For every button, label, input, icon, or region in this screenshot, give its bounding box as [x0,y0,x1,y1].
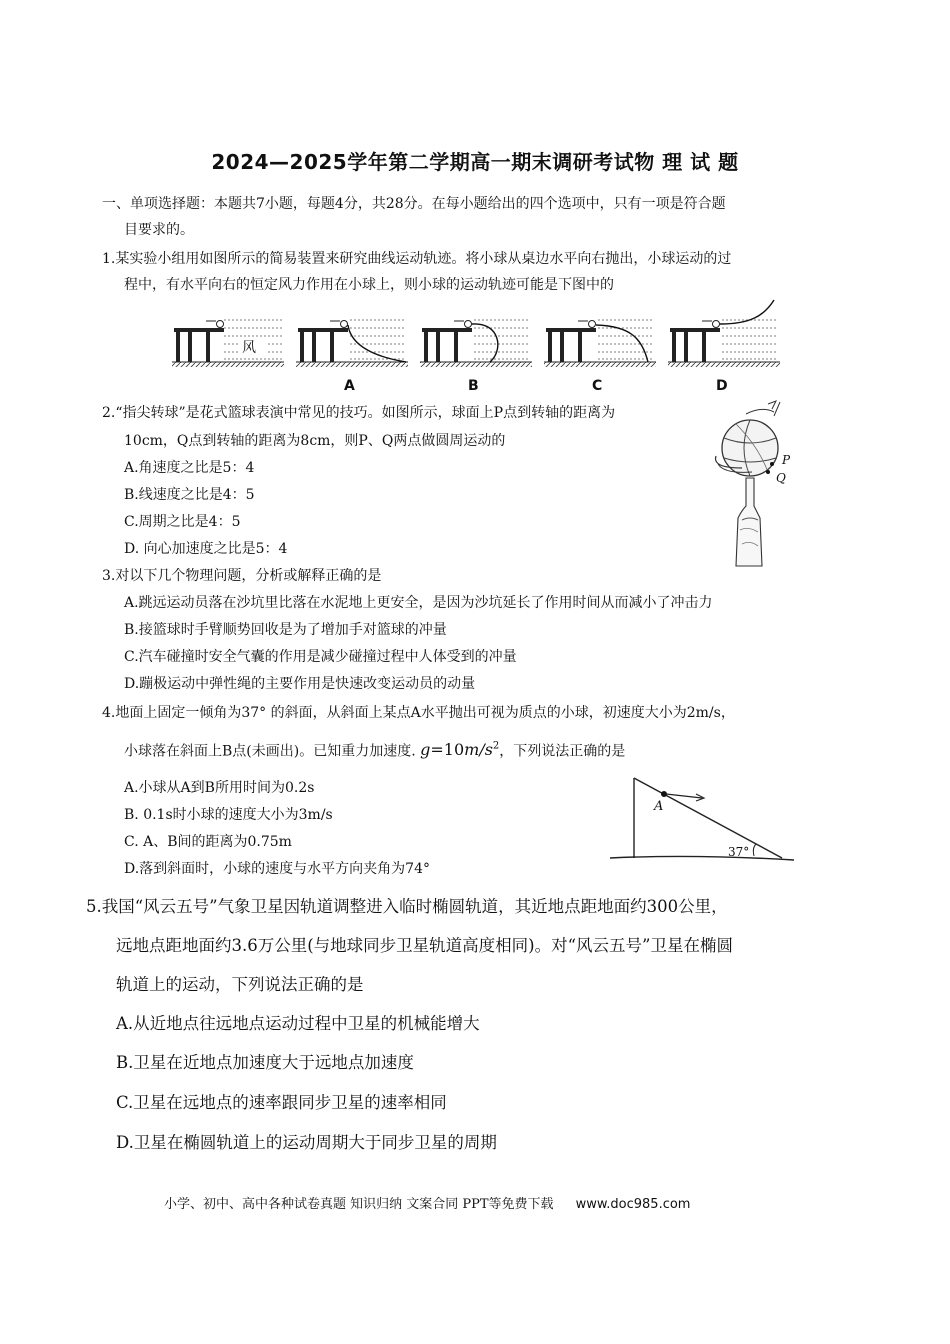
formula-exp: 2 [492,741,500,752]
gravity-formula [420,740,499,759]
q5-stem-cont1: 远地点距地面约3.6万公里(与地球同步卫星轨道高度相同)。对“风云五号”卫星在椭圆 [116,936,733,955]
q1-panel-d [668,300,780,367]
q2-stem: 2.“指尖转球”是花式篮球表演中常见的技巧。如图所示，球面上P点到转轴的距离为 [102,405,616,421]
footer-text: 小学、初中、高中各种试卷真题 知识归纳 文案合同 PPT等免费下载 [164,1197,554,1212]
q2-option-c: C.周期之比是4：5 [124,514,241,530]
q4-option-c: C. A、B间的距离为0.75m [124,834,292,850]
q3-stem: 3.对以下几个物理问题，分析或解释正确的是 [102,568,382,584]
q4-stem-part2: ，下列说法正确的是 [499,743,626,760]
formula-g: g [420,740,431,760]
q1-label-a: A [344,378,355,394]
formula-eq: =10 [430,740,465,760]
page-title: 2024—2025学年第二学期高一期末调研考试物 理 试 题 [211,150,739,174]
section-heading: 一、单项选择题：本题共7小题，每题4分，共28分。在每小题给出的四个选项中，只有一项是符合题 [102,196,726,212]
q3-option-b: B.接篮球时手臂顺势回收是为了增加手对篮球的冲量 [124,622,447,638]
angle-label: 37° [728,845,750,859]
wind-label: 风 [242,340,256,356]
section-heading-cont: 目要求的。 [124,222,194,238]
q1-figure [160,298,790,370]
q3-option-d: D.蹦极运动中弹性绳的主要作用是快速改变运动员的动量 [124,676,476,692]
q2-option-b: B.线速度之比是4：5 [124,487,255,503]
q4-stem-part1: 小球落在斜面上B点(未画出)。已知重力加速度. [124,743,416,760]
q5-option-d: D.卫星在椭圆轨道上的运动周期大于同步卫星的周期 [116,1133,497,1152]
q1-label-d: D [716,378,728,394]
formula-unit: m/s [464,740,493,760]
point-q-label: Q [776,471,786,485]
footer-site-link[interactable]: www.doc985.com [575,1197,691,1212]
q5-option-a: A.从近地点往远地点运动过程中卫星的机械能增大 [116,1014,480,1033]
q1-panel-b [420,320,532,367]
q1-stem: 1.某实验小组用如图所示的简易装置来研究曲线运动轨迹。将小球从桌边水平向右抛出，小球运动的过 [102,251,732,267]
q5-option-c: C.卫星在远地点的速率跟同步卫星的速率相同 [116,1093,447,1112]
q1-label-c: C [592,378,603,394]
q1-panel-a [296,320,408,367]
page-footer [164,1193,690,1212]
q5-option-b: B.卫星在近地点加速度大于远地点加速度 [116,1053,414,1072]
q2-option-d: D. 向心加速度之比是5：4 [124,541,288,557]
q1-label-b: B [468,378,479,394]
q2-option-a: A.角速度之比是5：4 [124,460,255,476]
q2-stem-cont: 10cm，Q点到转轴的距离为8cm，则P、Q两点做圆周运动的 [124,433,506,449]
point-a-label: A [654,799,664,814]
q4-option-b: B. 0.1s时小球的速度大小为3m/s [124,807,333,823]
point-p-label: P [782,453,791,467]
q3-option-c: C.汽车碰撞时安全气囊的作用是减少碰撞过程中人体受到的冲量 [124,649,517,665]
q5-stem-cont2: 轨道上的运动，下列说法正确的是 [116,975,364,994]
q2-figure [702,398,798,568]
q4-figure [604,770,804,866]
q4-option-a: A.小球从A到B所用时间为0.2s [124,780,315,796]
q4-stem-cont [124,737,625,761]
q1-stem-cont: 程中，有水平向右的恒定风力作用在小球上，则小球的运动轨迹可能是下图中的 [124,277,614,293]
q4-option-d: D.落到斜面时，小球的速度与水平方向夹角为74° [124,861,430,877]
q4-stem: 4.地面上固定一倾角为37° 的斜面，从斜面上某点A水平抛出可视为质点的小球，初速度大小为2m/s， [102,705,735,721]
q5-stem: 5.我国“风云五号”气象卫星因轨道调整进入临时椭圆轨道，其近地点距地面约300公里， [86,897,728,916]
q1-panel-reference [172,320,284,367]
q3-option-a: A.跳远运动员落在沙坑里比落在水泥地上更安全，是因为沙坑延长了作用时间从而减小了冲击力 [124,595,713,611]
q1-panel-c [544,320,656,367]
